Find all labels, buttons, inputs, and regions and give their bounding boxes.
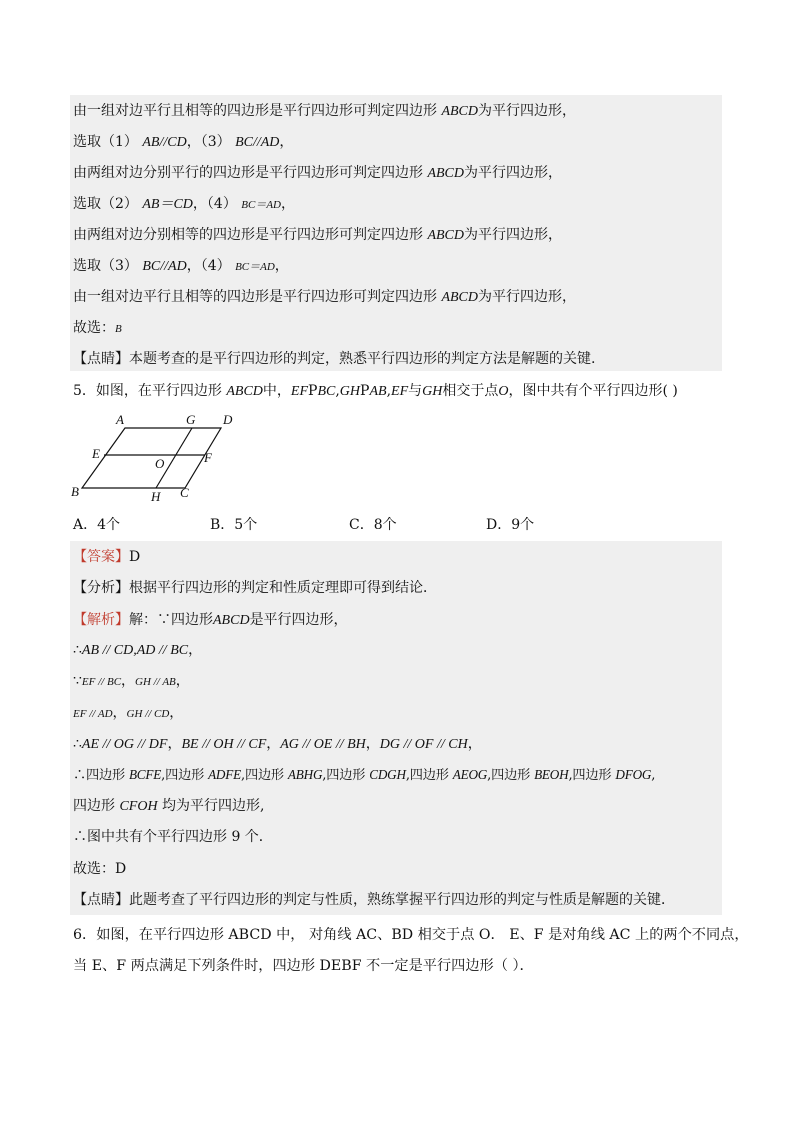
label-h: H [151,489,161,504]
text-line: 选取（3） BC//AD，（4） BC＝AD， [73,258,289,274]
label-d: D [223,412,233,427]
text-line: 选取（2） AB＝CD，（4） BC＝AD， [73,196,296,212]
label-o: O [155,456,165,471]
quadrilateral-name: ADFE [208,767,241,782]
answer-line [73,547,140,567]
text-fragment: ,四边形 [405,768,453,783]
solution-line: ∵EF // BC，GH // AB， [73,673,190,689]
text-fragment: ∴四边形 [73,768,129,783]
comment-line: 【点睛】本题考查的是平行四边形的判定，熟悉平行四边形的判定方法是解题的关键. [73,351,596,367]
text-line: 由一组对边平行且相等的四边形是平行四边形可判定四边形 ABCD为平行四边形， [73,103,577,119]
label-e: E [92,446,100,461]
option-d: D．9个 [486,517,535,533]
text-fragment: ,四边形 [568,768,616,783]
text-line: 故选：B [73,320,122,336]
label-c: C [180,485,189,500]
quadrilateral-name: AEOG [452,767,488,782]
quadrilateral-name: DFOG [615,767,652,782]
answer-tag: 【答案】 [73,549,129,565]
text-line: 由两组对边分别相等的四边形是平行四边形可判定四边形 ABCD为平行四边形， [73,227,563,243]
label-a: A [116,412,124,427]
solution-line: ∴AE // OG // DF，BE // OH // CF，AG // OE // BH，DG // OF // CH， [73,736,482,752]
question-6-stem: 当 E、F 两点满足下列条件时，四边形 DEBF 不一定是平行四边形（ ）． [73,958,534,974]
analysis-tag: 【分析】 [73,580,129,596]
option-c: C．8个 [349,517,397,533]
solution-line: 【解析】解：∵四边形ABCD是平行四边形， [73,612,348,628]
solution-line: ∴图中共有个平行四边形 9 个． [73,829,273,845]
answer-value: D [129,549,141,565]
solution-line [73,765,655,786]
quadrilateral-name: ABHG [287,767,323,782]
analysis-line: 【分析】根据平行四边形的判定和性质定理即可得到结论． [73,580,437,596]
comment-tag: 【点睛】 [73,892,129,908]
option-a: A．4个 [73,517,121,533]
solution-tag: 【解析】 [73,612,129,628]
label-f: F [204,450,212,465]
text-line: 由两组对边分别平行的四边形是平行四边形可判定四边形 ABCD为平行四边形， [73,165,563,181]
comment-tag: 【点睛】 [73,351,129,367]
text-fragment: , [651,768,656,783]
text-fragment: ,四边形 [322,768,370,783]
text-fragment: ,四边形 [240,768,288,783]
solution-line: 四边形 CFOH 均为平行四边形, [73,798,265,814]
solution-line: ∴AB // CD,AD // BC， [73,642,203,658]
text-line: 选取（1） AB//CD，（3） BC//AD， [73,134,294,150]
label-g: G [186,412,196,427]
parallelogram-figure [68,408,248,508]
comment-line: 【点睛】此题考查了平行四边形的判定与性质，熟练掌握平行四边形的判定与性质是解题的关键． [73,892,675,908]
solution-line: 故选：D [73,861,127,877]
question-5-options [73,514,633,536]
quadrilateral-name: CDGH [369,767,406,782]
solution-line: EF // AD，GH // CD， [73,705,184,721]
quadrilateral-name: BEOH [534,767,569,782]
text-line: 由一组对边平行且相等的四边形是平行四边形可判定四边形 ABCD为平行四边形， [73,289,577,305]
parallelogram-abcd [82,428,221,488]
text-fragment: ,四边形 [161,768,209,783]
option-b: B．5个 [210,517,258,533]
label-b: B [71,484,79,499]
text-fragment: ,四边形 [487,768,535,783]
question-5-stem: 5．如图，在平行四边形 ABCD中，EFPBC,GHPAB,EF与GH相交于点O，图中共有个平行四边形( ) [73,383,678,399]
quadrilateral-name: BCFE [128,767,162,782]
question-6-stem: 6．如图，在平行四边形 ABCD 中， 对角线 AC、BD 相交于点 O． E、F 是对角线 AC 上的两个不同点， [73,927,749,943]
